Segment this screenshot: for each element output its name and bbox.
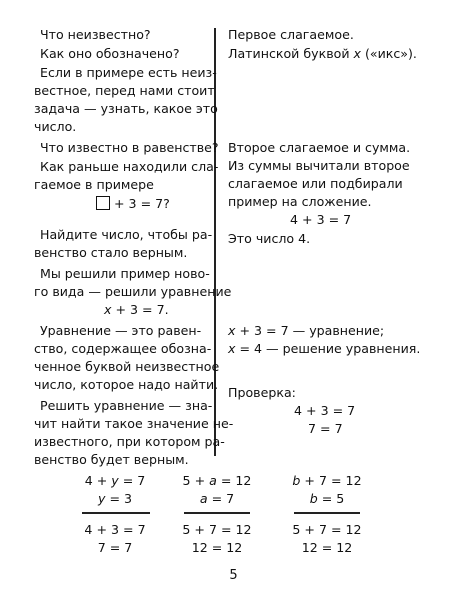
example-check: 4 + 3 = 7: [84, 522, 146, 537]
answer-text: («икс»).: [360, 46, 417, 61]
page-number: 5: [229, 568, 238, 583]
example-2: [172, 472, 262, 557]
empty-box-icon: [96, 196, 110, 210]
check-line: 7 = 7: [308, 421, 343, 436]
paragraph-line: ченное буквой неизвестное: [34, 359, 220, 374]
example-1: [70, 472, 160, 557]
equation-definition: [228, 322, 384, 341]
example-check: 12 = 12: [301, 540, 353, 555]
example-solution: b = 5: [309, 491, 345, 506]
example-rule: [184, 512, 250, 514]
example-check: 5 + 7 = 12: [292, 522, 362, 537]
answer-line: слагаемое или подбирали: [228, 176, 403, 191]
box-equation: [96, 195, 170, 214]
question-unknown: Что неизвестно?: [40, 27, 151, 42]
answer-text: Латинской буквой: [228, 46, 354, 61]
variable: x: [353, 46, 361, 61]
solution-definition: [228, 340, 420, 359]
check-line: 4 + 3 = 7: [294, 403, 356, 418]
equation-text: = 4 — решение уравнения.: [235, 341, 421, 356]
example-check: 12 = 12: [191, 540, 243, 555]
answer-line: пример на сложение.: [228, 194, 372, 209]
example-check: 7 = 7: [97, 540, 133, 555]
example-rule: [294, 512, 360, 514]
paragraph-line: Мы решили пример ново-: [40, 266, 210, 281]
paragraph-line: венство стало верным.: [34, 245, 188, 260]
paragraph-line: число.: [34, 119, 77, 134]
paragraph-line: число, которое надо найти.: [34, 377, 219, 392]
example-rule: [82, 512, 150, 514]
example-solution: y = 3: [97, 491, 133, 506]
answer-line: Второе слагаемое и сумма.: [228, 140, 411, 155]
equation-line: [104, 301, 169, 320]
answer-latin-letter: [228, 45, 417, 64]
example-equation: 4 + y = 7: [84, 473, 146, 488]
paragraph-line: известного, при котором ра-: [34, 434, 225, 449]
example-equation: b + 7 = 12: [292, 473, 362, 488]
example-solution: a = 7: [199, 491, 235, 506]
paragraph-line: го вида — решили уравнение: [34, 284, 232, 299]
paragraph-line: Решить уравнение — зна-: [40, 398, 213, 413]
example-3: [282, 472, 372, 557]
paragraph-line: Как раньше находили сла-: [40, 159, 219, 174]
variable: x: [228, 341, 236, 356]
paragraph-line: ство, содержащее обозна-: [34, 341, 212, 356]
answer-line: Из суммы вычитали второе: [228, 158, 410, 173]
paragraph-line: вестное, перед нами стоит: [34, 83, 215, 98]
paragraph-line: Найдите число, чтобы ра-: [40, 227, 213, 242]
variable: x: [228, 323, 236, 338]
paragraph-line: Если в примере есть неиз-: [40, 65, 217, 80]
answer-number: Это число 4.: [228, 231, 311, 246]
question-notation: Как оно обозначено?: [40, 46, 180, 61]
paragraph-line: гаемое в примере: [34, 177, 154, 192]
example-equation: 5 + a = 12: [182, 473, 252, 488]
paragraph-line: Уравнение — это равен-: [40, 323, 202, 338]
answer-equation: 4 + 3 = 7: [290, 212, 352, 227]
paragraph-line: задача — узнать, какое это: [34, 101, 218, 116]
paragraph-line: чит найти такое значение не-: [34, 416, 234, 431]
question-known: Что известно в равенстве?: [40, 140, 219, 155]
example-check: 5 + 7 = 12: [182, 522, 252, 537]
variable: x: [104, 302, 112, 317]
box-equation-text: + 3 = 7?: [114, 196, 170, 211]
answer-first-addend: Первое слагаемое.: [228, 27, 354, 42]
check-title: Проверка:: [228, 385, 296, 400]
paragraph-line: венство будет верным.: [34, 452, 189, 467]
equation-text: + 3 = 7 — уравнение;: [235, 323, 385, 338]
equation-text: + 3 = 7.: [111, 302, 169, 317]
